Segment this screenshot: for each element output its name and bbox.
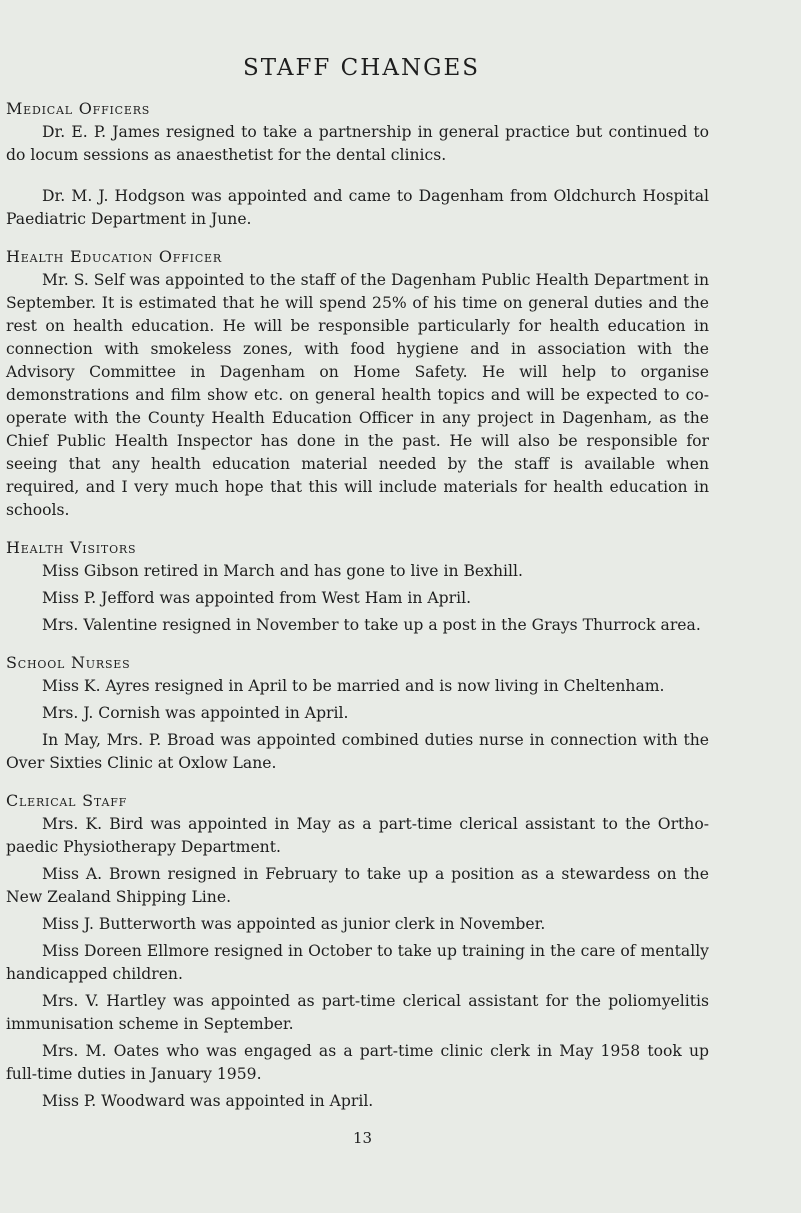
paragraph: Dr. M. J. Hodgson was appointed and came to Dagenham from Oldchurch Hospital Paediatric Department in June.: [6, 187, 709, 228]
section-heading: Clerical Staff: [6, 791, 128, 810]
section-clerical-staff: [6, 791, 709, 1113]
paragraph: Miss A. Brown resigned in February to take up a position as a stewardess on the New Zealand Shipping Line.: [6, 865, 709, 906]
section-heading: Health Visitors: [6, 538, 137, 557]
paragraph: Mr. S. Self was appointed to the staff of the Dagenham Public Health Department in September. It is estimated that he will spend 25% of his time on general duties and the rest on health education. He will be responsible particularly for health education in connection with smokeless zones, with food hygiene and in association with the Advisory Committee in Dagenham on Home Safety. He will help to organise demonstrations and film show etc. on general health topics and will be expected to co-operate with the County Health Education Officer in any project in Dagenham, as the Chief Public Health Inspector has done in the past. He will also be responsible for seeing that any health education material needed by the staff is available when required, and I very much hope that this will include materials for health education in schools.: [6, 271, 709, 519]
paragraph: Miss K. Ayres resigned in April to be married and is now living in Cheltenham.: [42, 677, 665, 695]
section-heading: Medical Officers: [6, 99, 151, 118]
section-health-education-officer: [6, 247, 709, 522]
paragraph: Miss Doreen Ellmore resigned in October to take up training in the care of mentally handicapped children.: [6, 942, 709, 983]
section-health-visitors: [6, 538, 709, 637]
paragraph: Miss Gibson retired in March and has gone to live in Bexhill.: [42, 562, 523, 580]
section-school-nurses: [6, 653, 709, 775]
page-title: STAFF CHANGES: [243, 55, 480, 81]
paragraph: Miss P. Woodward was appointed in April.: [42, 1092, 374, 1110]
paragraph: Miss J. Butterworth was appointed as junior clerk in November.: [42, 915, 546, 933]
paragraph: Mrs. Valentine resigned in November to take up a post in the Grays Thurrock area.: [42, 616, 701, 634]
paragraph: Dr. E. P. James resigned to take a partnership in general practice but continued to do locum sessions as anaesthetist for the dental clinics.: [6, 123, 709, 164]
page-number: 13: [352, 1129, 373, 1147]
section-medical-officers: [6, 99, 709, 231]
paragraph: Miss P. Jefford was appointed from West Ham in April.: [42, 589, 472, 607]
paragraph: Mrs. J. Cornish was appointed in April.: [42, 704, 349, 722]
paragraph: Mrs. K. Bird was appointed in May as a part-time clerical assistant to the Ortho-paedic Physiotherapy Department.: [6, 815, 709, 856]
section-heading: Health Education Officer: [6, 247, 222, 266]
paragraph: Mrs. V. Hartley was appointed as part-time clerical assistant for the poliomyelitis immunisation scheme in September.: [6, 992, 709, 1033]
paragraph: Mrs. M. Oates who was engaged as a part-time clinic clerk in May 1958 took up full-time duties in January 1959.: [6, 1042, 709, 1083]
section-heading: School Nurses: [6, 653, 131, 672]
paragraph: In May, Mrs. P. Broad was appointed combined duties nurse in connection with the Over Sixties Clinic at Oxlow Lane.: [6, 731, 709, 772]
